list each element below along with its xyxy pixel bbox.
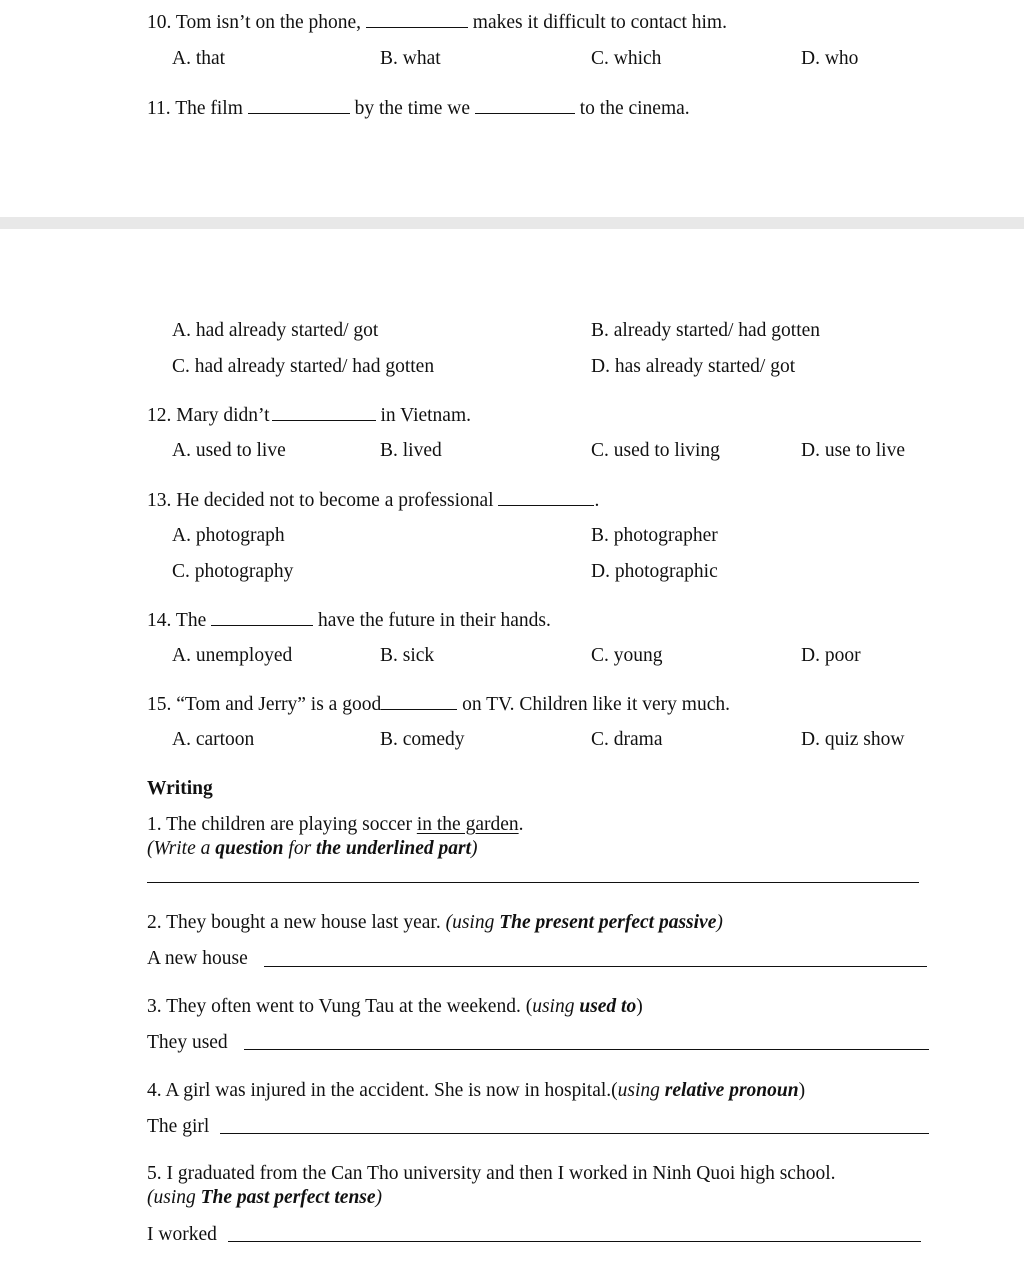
answer-blank[interactable] — [248, 96, 350, 114]
answer-line-4[interactable] — [220, 1133, 929, 1134]
answer-blank[interactable] — [381, 692, 457, 710]
q15-option-d[interactable]: D. quiz show — [801, 729, 905, 750]
q15-option-a[interactable]: A. cartoon — [172, 729, 255, 750]
writing-2-start: A new house — [147, 948, 248, 969]
answer-blank[interactable] — [475, 96, 575, 114]
page-divider — [0, 217, 1024, 229]
q13-option-d[interactable]: D. photographic — [591, 561, 718, 582]
answer-blank[interactable] — [498, 488, 594, 506]
question-10: 10. Tom isn’t on the phone, makes it difficult to contact him. — [147, 12, 727, 33]
q13-option-b[interactable]: B. photographer — [591, 525, 718, 546]
answer-blank[interactable] — [272, 403, 376, 421]
answer-line-3[interactable] — [244, 1049, 929, 1050]
question-13: 13. He decided not to become a professional . — [147, 490, 600, 511]
writing-item-2: 2. They bought a new house last year. (using The present perfect passive) — [147, 912, 723, 933]
writing-item-3: 3. They often went to Vung Tau at the weekend. (using used to) — [147, 996, 643, 1017]
writing-1-instruction: (Write a question for the underlined part) — [147, 838, 478, 859]
q11-option-a[interactable]: A. had already started/ got — [172, 320, 379, 341]
answer-blank[interactable] — [211, 608, 313, 626]
q10-option-c[interactable]: C. which — [591, 48, 662, 69]
q12-option-d[interactable]: D. use to live — [801, 440, 905, 461]
q15-option-c[interactable]: C. drama — [591, 729, 663, 750]
writing-item-4: 4. A girl was injured in the accident. She is now in hospital.(using relative pronoun) — [147, 1080, 806, 1101]
writing-item-1: 1. The children are playing soccer in the garden. — [147, 814, 524, 835]
writing-item-5: 5. I graduated from the Can Tho university and then I worked in Ninh Quoi high school. — [147, 1163, 836, 1184]
question-12: 12. Mary didn’t in Vietnam. — [147, 405, 472, 426]
q12-option-a[interactable]: A. used to live — [172, 440, 286, 461]
answer-line-2[interactable] — [264, 966, 927, 967]
question-14: 14. The have the future in their hands. — [147, 610, 551, 631]
q10-option-b[interactable]: B. what — [380, 48, 441, 69]
answer-line-1[interactable] — [147, 882, 919, 883]
q14-option-d[interactable]: D. poor — [801, 645, 861, 666]
q13-option-c[interactable]: C. photography — [172, 561, 294, 582]
q11-option-c[interactable]: C. had already started/ had gotten — [172, 356, 435, 377]
q10-option-d[interactable]: D. who — [801, 48, 859, 69]
writing-5-start: I worked — [147, 1224, 217, 1245]
writing-5-instruction: (using The past perfect tense) — [147, 1187, 383, 1208]
answer-line-5[interactable] — [228, 1241, 921, 1242]
q15-option-b[interactable]: B. comedy — [380, 729, 465, 750]
q11-option-b[interactable]: B. already started/ had gotten — [591, 320, 821, 341]
question-11: 11. The film by the time we to the cinema. — [147, 98, 690, 119]
q14-option-b[interactable]: B. sick — [380, 645, 435, 666]
answer-blank[interactable] — [366, 10, 468, 28]
question-15: 15. “Tom and Jerry” is a good on TV. Children like it very much. — [147, 694, 730, 715]
q12-option-c[interactable]: C. used to living — [591, 440, 720, 461]
q12-option-b[interactable]: B. lived — [380, 440, 442, 461]
q14-option-c[interactable]: C. young — [591, 645, 663, 666]
writing-4-start: The girl — [147, 1116, 210, 1137]
writing-3-start: They used — [147, 1032, 228, 1053]
q14-option-a[interactable]: A. unemployed — [172, 645, 293, 666]
q10-option-a[interactable]: A. that — [172, 48, 226, 69]
q13-option-a[interactable]: A. photograph — [172, 525, 285, 546]
writing-heading: Writing — [147, 778, 213, 799]
q11-option-d[interactable]: D. has already started/ got — [591, 356, 796, 377]
